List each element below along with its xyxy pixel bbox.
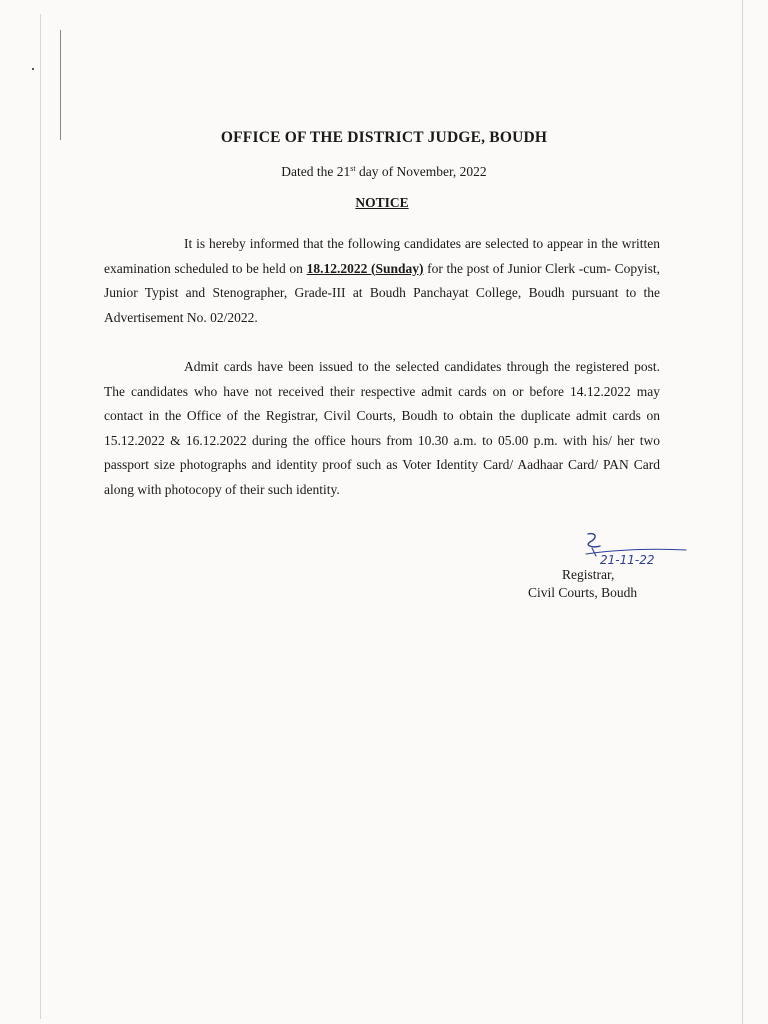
signatory-office: Civil Courts, Boudh — [528, 585, 638, 600]
date-line — [0, 164, 768, 180]
scan-artifact-line — [60, 30, 61, 140]
paragraph-exam-schedule — [104, 232, 660, 330]
date-ordinal-suffix: st — [350, 164, 356, 173]
date-rest: day of November, 2022 — [355, 164, 487, 179]
signatory-role: Registrar, — [562, 567, 615, 582]
office-title: OFFICE OF THE DISTRICT JUDGE, BOUDH — [220, 129, 548, 146]
para1-text-start: It is hereby informed that the following candidates are selected to appear in the written examination scheduled to be held on — [104, 236, 660, 276]
paragraph-admit-cards: Admit cards have been issued to the selected candidates through the registered post. The candidates who have not received their respective admit cards on or before 14.12.2022 may contact in the Office of the Registrar, Civil Courts, Boudh to obtain the duplicate admit cards on 15.12.2022 & 16.12.2022 during the office hours from 10.30 a.m. to 05.00 p.m. with his/ her two passport size photographs and identity proof such as Voter Identity Card/ Aadhaar Card/ PAN Card along with photocopy of their such identity. — [104, 359, 660, 497]
para1-text-end: for the post of Junior Clerk -cum- Copyist, Junior Typist and Stenographer, Grade-III at Boudh Panchayat College, Boudh pursuant to the Advertisement No. 02/2022. — [104, 260, 660, 325]
date-prefix: Dated the 21 — [281, 164, 351, 179]
scan-speck — [32, 68, 34, 70]
page-edge-right — [742, 0, 743, 1024]
exam-date-highlight: 18.12.2022 (Sunday) — [306, 260, 424, 276]
notice-title: NOTICE — [355, 195, 409, 210]
handwritten-date: 21-11-22 — [600, 553, 655, 567]
